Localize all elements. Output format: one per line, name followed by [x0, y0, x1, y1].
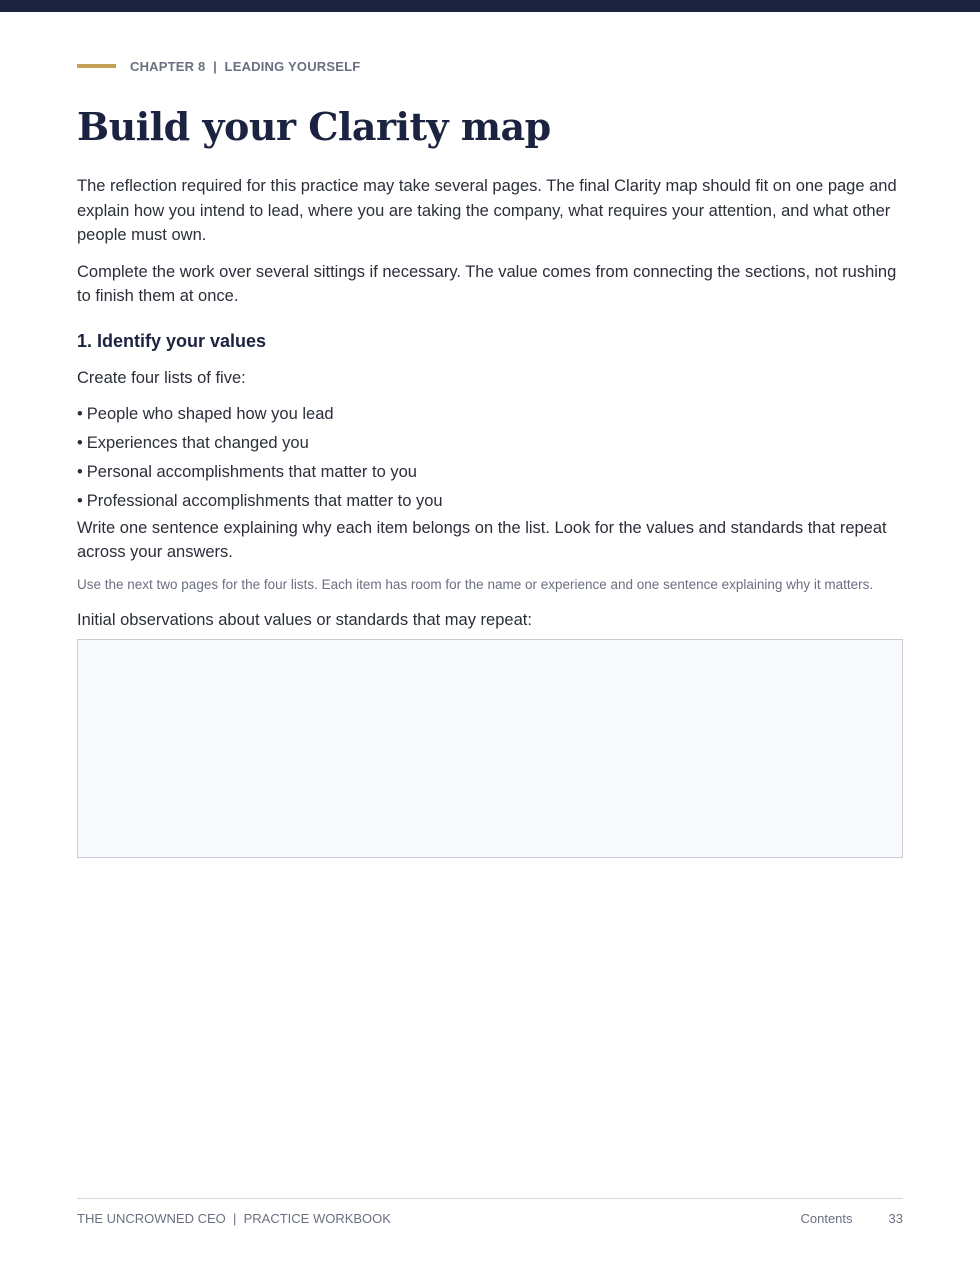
intro-paragraph-1: The reflection required for this practice may take several pages. The final Clarity map should fit on one page and explain how you intend to lead, where you are taking the company, what requires your attention, and what other people must own.: [77, 177, 897, 244]
bullet-icon: •: [77, 462, 83, 481]
bullet-icon: •: [77, 491, 83, 510]
footer-book-title: THE UNCROWNED CEO | PRACTICE WORKBOOK: [77, 1211, 391, 1226]
bullet-icon: •: [77, 433, 83, 452]
list-item: • People who shaped how you lead: [77, 404, 334, 423]
top-bar: [0, 0, 980, 12]
chapter-header: [77, 57, 360, 75]
page-number: 33: [888, 1211, 903, 1226]
footer-right: [800, 1211, 903, 1226]
list-item: • Experiences that changed you: [77, 433, 309, 452]
chapter-label: CHAPTER 8 | LEADING YOURSELF: [130, 58, 361, 74]
observations-answer-box[interactable]: [77, 639, 903, 858]
list-item: • Professional accomplishments that matter to you: [77, 491, 443, 510]
page-title: Build your Clarity map: [77, 104, 551, 149]
list-item: • Personal accomplishments that matter to you: [77, 462, 417, 481]
section-heading: 1. Identify your values: [77, 330, 267, 351]
page-footer: [77, 1198, 903, 1226]
contents-link[interactable]: Contents: [800, 1211, 853, 1226]
answer-prompt-label: Initial observations about values or standards that may repeat:: [77, 610, 532, 629]
section-lead: Create four lists of five:: [77, 368, 246, 387]
values-list: [77, 400, 903, 516]
intro-paragraph-2: Complete the work over several sittings if necessary. The value comes from connecting the sections, not rushing to finish them at once.: [77, 262, 897, 305]
chapter-accent-rule: [77, 64, 116, 68]
section-explanation: Write one sentence explaining why each item belongs on the list. Look for the values and standards that repeat across your answers.: [77, 518, 887, 561]
page-content: [77, 174, 903, 858]
bullet-icon: •: [77, 404, 83, 423]
section-note: Use the next two pages for the four lists. Each item has room for the name or experience and one sentence explaining why it matters.: [77, 576, 874, 592]
